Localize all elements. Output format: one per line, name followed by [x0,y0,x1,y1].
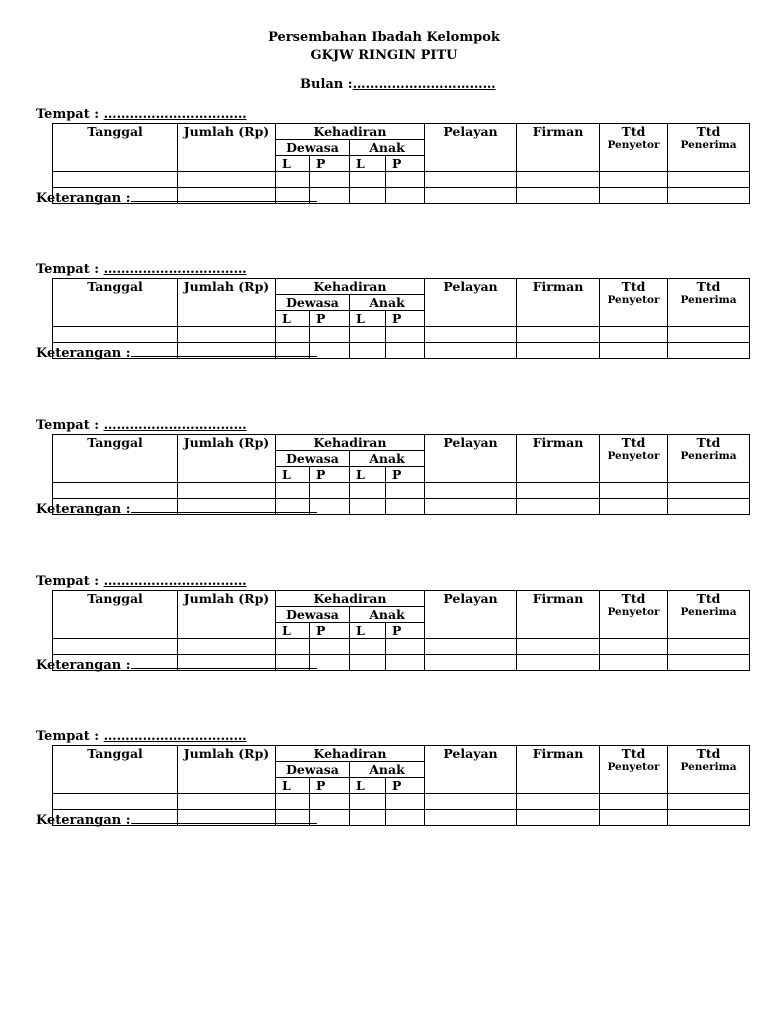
header-anak: Anak [350,607,425,623]
cell[interactable] [350,639,386,655]
header-anak: Anak [350,762,425,778]
header-ttd-penyetor [600,435,668,483]
cell[interactable] [310,794,350,810]
place-field [36,574,247,590]
header-anak-l: L [350,156,386,172]
month-blank: …………………………… [352,77,496,92]
header-firman: Firman [517,124,600,172]
header-tanggal: Tanggal [53,279,178,327]
note-label: Keterangan : [36,658,131,673]
table-row [53,327,750,343]
note-field [36,189,317,207]
header-anak: Anak [350,140,425,156]
ttd-label: Ttd [621,591,646,606]
form-title: Persembahan Ibadah Kelompok [268,30,500,45]
header-ttd-penerima [668,124,750,172]
cell[interactable] [517,810,600,826]
cell[interactable] [668,794,750,810]
cell[interactable] [386,810,425,826]
header-anak-p: P [386,778,425,794]
header-dewasa: Dewasa [276,140,350,156]
cell[interactable] [517,499,600,515]
header-dewasa: Dewasa [276,762,350,778]
cell[interactable] [350,655,386,671]
table-row [53,172,750,188]
header-dewasa-p: P [310,623,350,639]
place-label: Tempat : [36,107,100,122]
cell[interactable] [386,655,425,671]
cell[interactable] [668,327,750,343]
ttd-label: Ttd [696,591,721,606]
header-ttd-penerima [668,746,750,794]
header-pelayan: Pelayan [425,435,517,483]
header-jumlah: Jumlah (Rp) [178,435,276,483]
header-jumlah: Jumlah (Rp) [178,124,276,172]
header-kehadiran: Kehadiran [276,279,425,295]
place-field [36,262,247,278]
cell[interactable] [350,327,386,343]
header-dewasa-l: L [276,778,310,794]
cell[interactable] [350,499,386,515]
cell[interactable] [425,655,517,671]
header-dewasa: Dewasa [276,451,350,467]
header-anak: Anak [350,451,425,467]
header-dewasa-p: P [310,156,350,172]
cell[interactable] [668,810,750,826]
penyetor-label: Penyetor [607,294,660,306]
header-pelayan: Pelayan [425,124,517,172]
cell[interactable] [276,483,310,499]
cell[interactable] [53,172,178,188]
cell[interactable] [350,343,386,359]
table-row [53,794,750,810]
header-ttd-penyetor [600,279,668,327]
cell[interactable] [600,483,668,499]
note-label: Keterangan : [36,346,131,361]
cell[interactable] [517,483,600,499]
cell[interactable] [178,794,276,810]
header-ttd-penerima [668,279,750,327]
header-dewasa-p: P [310,311,350,327]
cell[interactable] [600,810,668,826]
cell[interactable] [276,327,310,343]
cell[interactable] [517,639,600,655]
place-label: Tempat : [36,729,100,744]
cell[interactable] [350,794,386,810]
note-line[interactable] [131,500,317,513]
header-dewasa-l: L [276,623,310,639]
cell[interactable] [350,188,386,204]
cell[interactable] [425,343,517,359]
cell[interactable] [386,327,425,343]
table-row [53,639,750,655]
cell[interactable] [425,499,517,515]
cell[interactable] [425,483,517,499]
cell[interactable] [386,794,425,810]
place-blank: …………………………… [103,107,247,122]
header-anak-l: L [350,778,386,794]
penyetor-label: Penyetor [607,450,660,462]
cell[interactable] [517,327,600,343]
cell[interactable] [600,343,668,359]
header-dewasa: Dewasa [276,607,350,623]
note-label: Keterangan : [36,813,131,828]
cell[interactable] [425,188,517,204]
place-field [36,729,247,745]
cell[interactable] [600,172,668,188]
offering-section [0,418,768,538]
ttd-label: Ttd [621,435,646,450]
cell[interactable] [600,794,668,810]
header-pelayan: Pelayan [425,591,517,639]
cell[interactable] [178,327,276,343]
header-dewasa-p: P [310,778,350,794]
offering-section [0,262,768,382]
cell[interactable] [600,327,668,343]
header-dewasa: Dewasa [276,295,350,311]
header-anak-l: L [350,467,386,483]
cell[interactable] [350,483,386,499]
cell[interactable] [386,483,425,499]
offering-section [0,729,768,849]
cell[interactable] [310,639,350,655]
header-anak-p: P [386,623,425,639]
cell[interactable] [668,343,750,359]
cell[interactable] [386,172,425,188]
cell[interactable] [668,499,750,515]
header-anak-l: L [350,623,386,639]
cell[interactable] [276,172,310,188]
cell[interactable] [517,343,600,359]
cell[interactable] [386,343,425,359]
place-label: Tempat : [36,418,100,433]
place-label: Tempat : [36,262,100,277]
month-field [300,77,496,92]
cell[interactable] [276,639,310,655]
cell[interactable] [668,188,750,204]
header-jumlah: Jumlah (Rp) [178,591,276,639]
note-line[interactable] [131,811,317,824]
cell[interactable] [276,794,310,810]
penyetor-label: Penyetor [607,761,660,773]
cell[interactable] [517,655,600,671]
header-kehadiran: Kehadiran [276,746,425,762]
cell[interactable] [310,483,350,499]
header-ttd-penerima [668,591,750,639]
cell[interactable] [386,188,425,204]
month-label: Bulan : [300,77,353,92]
ttd-label: Ttd [621,279,646,294]
header-firman: Firman [517,746,600,794]
header-tanggal: Tanggal [53,591,178,639]
note-field [36,500,317,518]
header-anak-p: P [386,156,425,172]
header-dewasa-l: L [276,311,310,327]
cell[interactable] [53,794,178,810]
cell[interactable] [386,639,425,655]
cell[interactable] [517,172,600,188]
header-ttd-penyetor [600,124,668,172]
header-ttd-penyetor [600,591,668,639]
ttd-label: Ttd [696,746,721,761]
penyetor-label: Penyetor [607,606,660,618]
header-tanggal: Tanggal [53,435,178,483]
offering-section [0,107,768,227]
header-tanggal: Tanggal [53,746,178,794]
cell[interactable] [53,327,178,343]
header-dewasa-p: P [310,467,350,483]
cell[interactable] [350,172,386,188]
place-blank: …………………………… [103,574,247,589]
header-ttd-penerima [668,435,750,483]
cell[interactable] [178,483,276,499]
cell[interactable] [517,794,600,810]
header-kehadiran: Kehadiran [276,435,425,451]
table-row [53,483,750,499]
cell[interactable] [668,655,750,671]
note-line[interactable] [131,656,317,669]
place-blank: …………………………… [103,729,247,744]
place-field [36,107,247,123]
penerima-label: Penerima [680,450,737,462]
place-label: Tempat : [36,574,100,589]
cell[interactable] [600,499,668,515]
cell[interactable] [350,810,386,826]
cell[interactable] [425,794,517,810]
cell[interactable] [425,810,517,826]
header-jumlah: Jumlah (Rp) [178,746,276,794]
header-pelayan: Pelayan [425,279,517,327]
header-anak-p: P [386,467,425,483]
note-field [36,344,317,362]
place-blank: …………………………… [103,418,247,433]
header-dewasa-l: L [276,467,310,483]
cell[interactable] [53,483,178,499]
cell[interactable] [668,483,750,499]
church-name: GKJW RINGIN PITU [310,48,458,63]
cell[interactable] [53,639,178,655]
place-blank: …………………………… [103,262,247,277]
cell[interactable] [668,639,750,655]
cell[interactable] [668,172,750,188]
header-kehadiran: Kehadiran [276,591,425,607]
note-field [36,656,317,674]
ttd-label: Ttd [696,279,721,294]
cell[interactable] [310,327,350,343]
note-label: Keterangan : [36,191,131,206]
header-firman: Firman [517,279,600,327]
cell[interactable] [600,188,668,204]
header-dewasa-l: L [276,156,310,172]
penerima-label: Penerima [680,294,737,306]
offering-section [0,574,768,694]
cell[interactable] [425,172,517,188]
header-anak-p: P [386,311,425,327]
header-tanggal: Tanggal [53,124,178,172]
penerima-label: Penerima [680,139,737,151]
header-jumlah: Jumlah (Rp) [178,279,276,327]
note-label: Keterangan : [36,502,131,517]
cell[interactable] [178,639,276,655]
ttd-label: Ttd [696,124,721,139]
cell[interactable] [425,327,517,343]
cell[interactable] [310,172,350,188]
header-ttd-penyetor [600,746,668,794]
cell[interactable] [517,188,600,204]
cell[interactable] [425,639,517,655]
cell[interactable] [600,639,668,655]
header-anak-l: L [350,311,386,327]
cell[interactable] [600,655,668,671]
header-firman: Firman [517,591,600,639]
penyetor-label: Penyetor [607,139,660,151]
penerima-label: Penerima [680,761,737,773]
header-anak: Anak [350,295,425,311]
note-field [36,811,317,829]
note-line[interactable] [131,189,317,202]
ttd-label: Ttd [696,435,721,450]
header-firman: Firman [517,435,600,483]
cell[interactable] [386,499,425,515]
cell[interactable] [178,172,276,188]
note-line[interactable] [131,344,317,357]
place-field [36,418,247,434]
penerima-label: Penerima [680,606,737,618]
ttd-label: Ttd [621,746,646,761]
header-pelayan: Pelayan [425,746,517,794]
header-kehadiran: Kehadiran [276,124,425,140]
ttd-label: Ttd [621,124,646,139]
